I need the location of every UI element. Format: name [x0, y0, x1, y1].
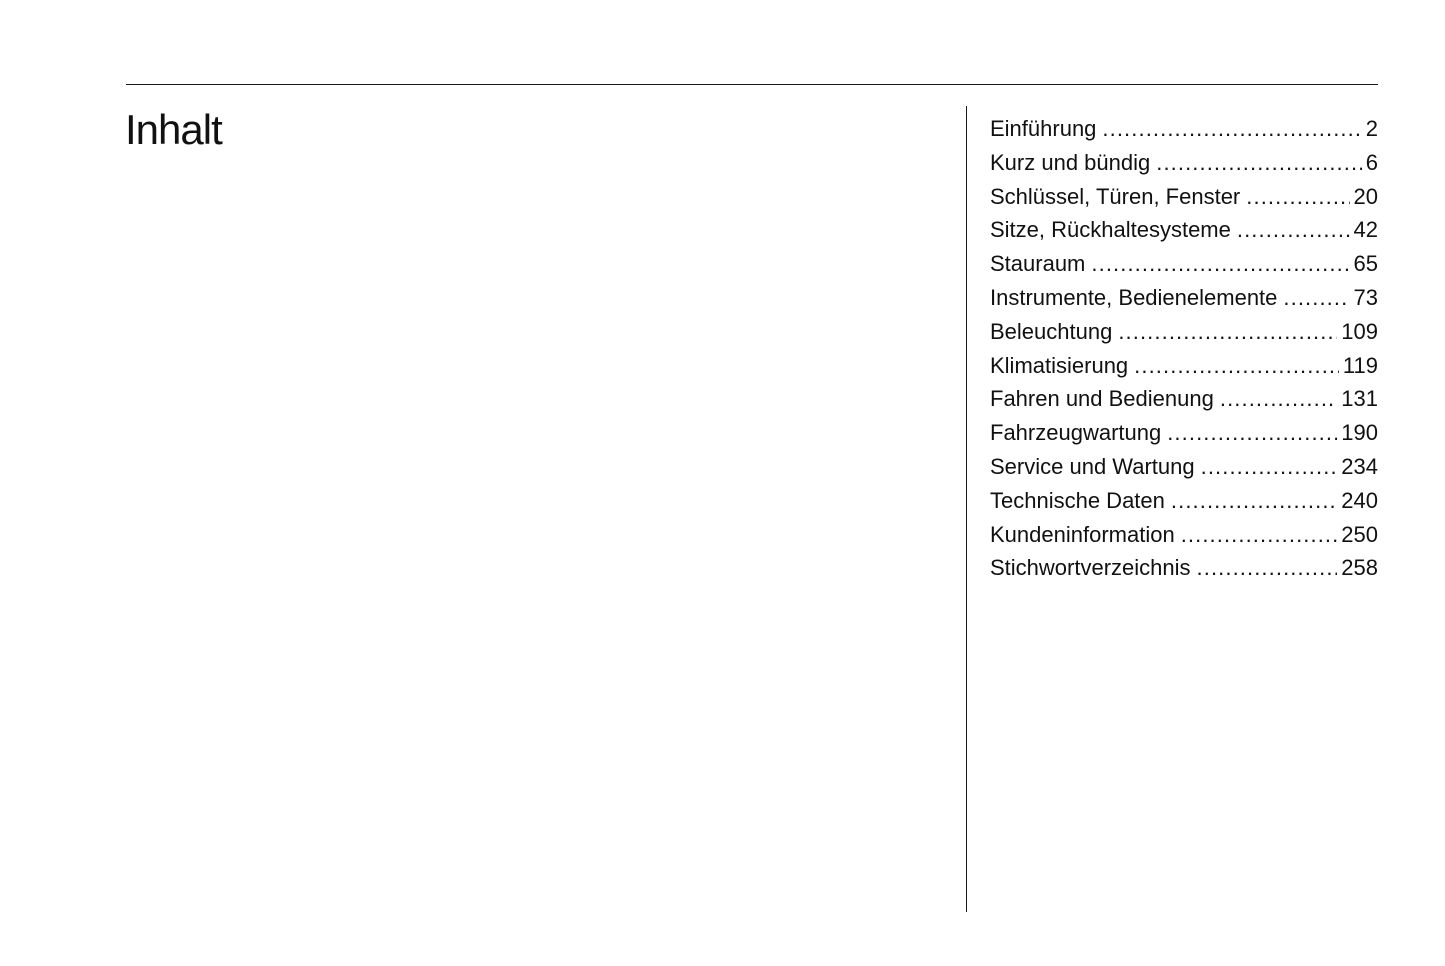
toc-entry-klimatisierung[interactable] — [990, 349, 1378, 383]
toc-entry-label: Kurz und bündig — [990, 149, 1151, 175]
toc-entry-page: 109 — [1341, 318, 1378, 344]
toc-entry-fahren-und-bedienung[interactable] — [990, 382, 1378, 416]
column-divider — [966, 106, 967, 912]
toc-entry-page: 73 — [1353, 284, 1378, 310]
toc-entry-label: Stichwortverzeichnis — [990, 555, 1191, 581]
toc-dot-leader — [1181, 518, 1338, 552]
toc-entry-label: Instrumente, Bedienelemente — [990, 284, 1278, 310]
toc-entry-einfuehrung[interactable] — [990, 112, 1378, 146]
toc-entry-label: Einführung — [990, 116, 1097, 141]
toc-entry-label: Fahren und Bedienung — [990, 386, 1214, 412]
toc-entry-page: 234 — [1341, 453, 1378, 479]
toc-entry-label: Schlüssel, Türen, Fenster — [990, 183, 1241, 209]
toc-entry-label: Sitze, Rückhaltesysteme — [990, 217, 1231, 243]
toc-entry-page: 6 — [1365, 149, 1378, 175]
toc-dot-leader — [1283, 281, 1349, 315]
toc-entry-page: 20 — [1353, 183, 1378, 209]
toc-entry-kurz-und-buendig[interactable] — [990, 146, 1378, 180]
toc-dot-leader — [1220, 382, 1337, 416]
toc-dot-leader — [1102, 112, 1361, 146]
toc-entry-page: 119 — [1342, 352, 1378, 378]
toc-dot-leader — [1246, 180, 1349, 214]
page-title: Inhalt — [125, 106, 222, 153]
toc-entry-sitze-rueckhaltesysteme[interactable] — [990, 213, 1378, 247]
toc-dot-leader — [1134, 349, 1339, 383]
toc-entry-label: Kundeninformation — [990, 521, 1175, 547]
toc-entry-label: Service und Wartung — [990, 453, 1195, 479]
toc-entry-fahrzeugwartung[interactable] — [990, 416, 1378, 450]
toc-entry-beleuchtung[interactable] — [990, 315, 1378, 349]
toc-entry-page: 190 — [1341, 420, 1378, 446]
toc-entry-label: Klimatisierung — [990, 352, 1129, 378]
toc-entry-stichwortverzeichnis[interactable] — [990, 551, 1378, 585]
toc-entry-page: 131 — [1341, 386, 1378, 412]
toc-entry-page: 42 — [1353, 217, 1378, 243]
top-rule — [126, 84, 1378, 85]
toc-entry-service-und-wartung[interactable] — [990, 450, 1378, 484]
toc-entry-schluessel-tueren-fenster[interactable] — [990, 180, 1378, 214]
toc-entry-page: 240 — [1341, 487, 1378, 513]
toc-dot-leader — [1156, 146, 1362, 180]
toc-entry-technische-daten[interactable] — [990, 484, 1378, 518]
toc-dot-leader — [1237, 213, 1350, 247]
toc-entry-page: 2 — [1365, 116, 1378, 141]
toc-entry-label: Stauraum — [990, 251, 1086, 277]
toc-entry-label: Beleuchtung — [990, 318, 1113, 344]
toc-entry-instrumente-bedienelemente[interactable] — [990, 281, 1378, 315]
toc-dot-leader — [1167, 416, 1337, 450]
toc-entry-page: 65 — [1353, 251, 1378, 277]
toc-entry-page: 258 — [1341, 555, 1378, 581]
toc-dot-leader — [1091, 247, 1349, 281]
toc-entry-page: 250 — [1341, 521, 1378, 547]
toc-dot-leader — [1171, 484, 1337, 518]
toc-entry-label: Fahrzeugwartung — [990, 420, 1162, 446]
toc-entry-kundeninformation[interactable] — [990, 518, 1378, 552]
table-of-contents — [990, 112, 1378, 585]
toc-entry-label: Technische Daten — [990, 487, 1165, 513]
toc-entry-stauraum[interactable] — [990, 247, 1378, 281]
toc-dot-leader — [1118, 315, 1337, 349]
toc-dot-leader — [1197, 551, 1338, 585]
toc-dot-leader — [1201, 450, 1338, 484]
